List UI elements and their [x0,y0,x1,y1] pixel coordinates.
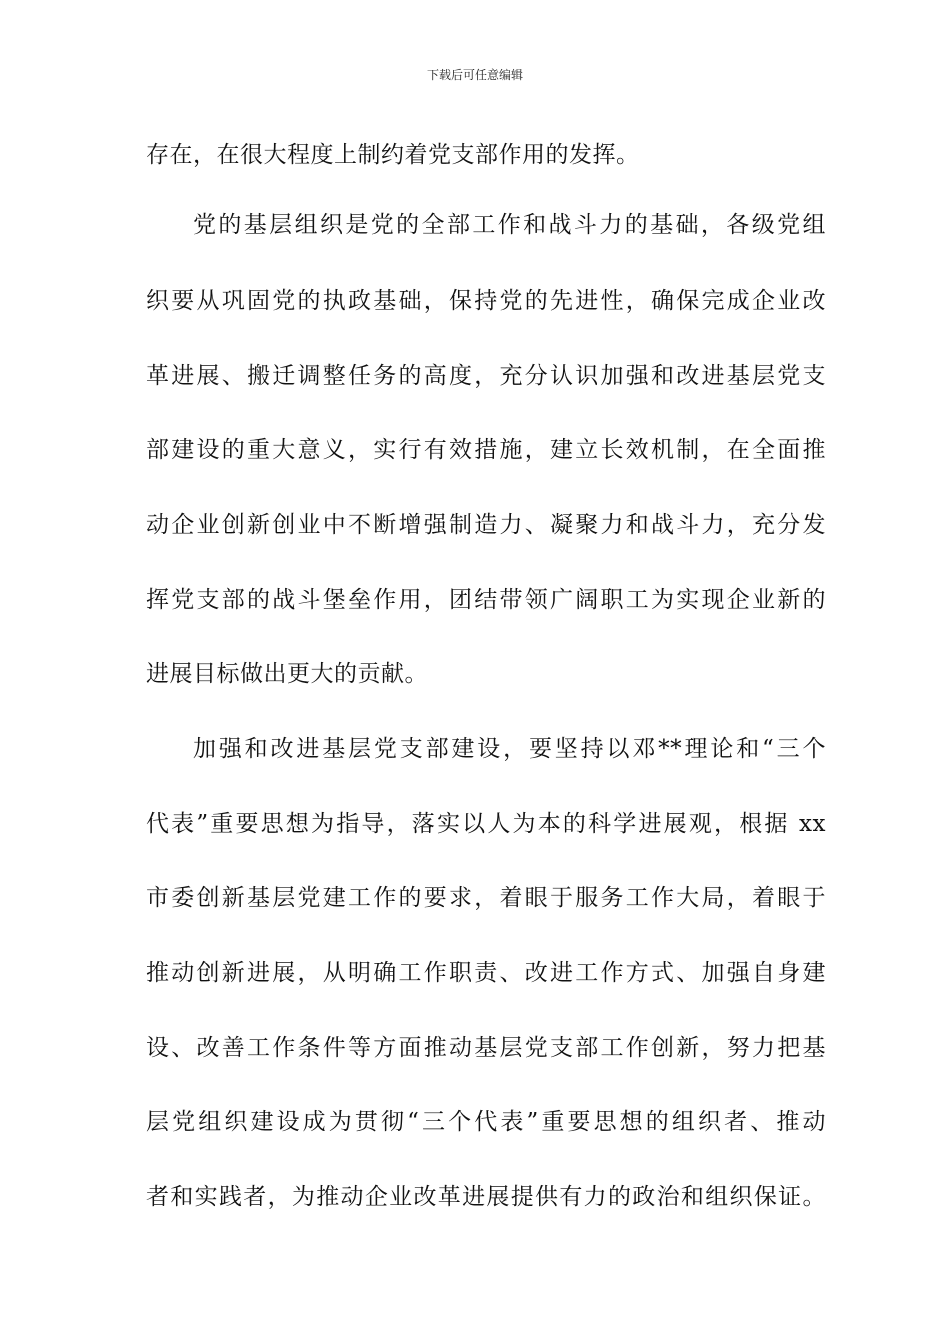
paragraph-first-line: 加强和改进基层党支部建设，要坚持以邓**理论和“三个 [193,736,826,762]
paragraph-first-line: 党的基层组织是党的全部工作和战斗力的基础，各级党组 [193,212,826,238]
text-line: 织要从巩固党的执政基础，保持党的先进性，确保完成企业改 [146,288,826,314]
text-line: 部建设的重大意义，实行有效措施，建立长效机制，在全面推 [146,437,826,463]
header-note: 下载后可任意编辑 [426,68,523,82]
text-line: 革进展、搬迁调整任务的高度，充分认识加强和改进基层党支 [146,363,826,389]
text-line: 存在，在很大程度上制约着党支部作用的发挥。 [146,142,640,168]
text-line: 层党组织建设成为贯彻“三个代表”重要思想的组织者、推动 [146,1109,826,1135]
text-line: 进展目标做出更大的贡献。 [146,661,428,687]
text-line: 动企业创新创业中不断增强制造力、凝聚力和战斗力，充分发 [146,512,826,538]
text-line: 设、改善工作条件等方面推动基层党支部工作创新，努力把基 [146,1035,826,1061]
text-line: 代表”重要思想为指导，落实以人为本的科学进展观，根据 xx [146,811,826,837]
text-line: 挥党支部的战斗堡垒作用，团结带领广阔职工为实现企业新的 [146,587,826,613]
text-line: 者和实践者，为推动企业改革进展提供有力的政治和组织保证。 [146,1184,826,1210]
text-line: 推动创新进展，从明确工作职责、改进工作方式、加强自身建 [146,960,826,986]
text-line: 市委创新基层党建工作的要求，着眼于服务工作大局，着眼于 [146,885,826,911]
